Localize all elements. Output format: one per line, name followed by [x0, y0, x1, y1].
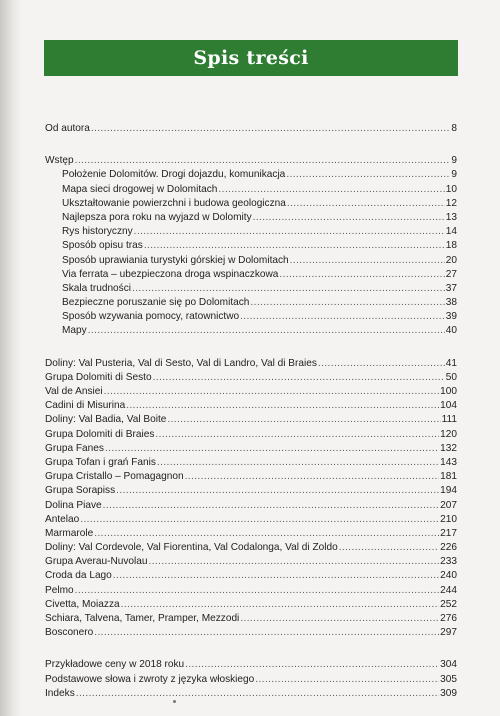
toc-entry[interactable] — [45, 399, 457, 413]
toc-page-number: 104 — [440, 400, 457, 412]
toc-subentry[interactable] — [45, 183, 457, 197]
toc-subentry[interactable] — [45, 310, 457, 324]
toc-page-number: 10 — [445, 183, 457, 195]
dot-leader — [104, 385, 440, 399]
toc-page-number: 100 — [440, 386, 457, 397]
toc-entry[interactable] — [45, 612, 457, 626]
toc-page-number: 181 — [440, 471, 457, 483]
dot-leader — [134, 225, 445, 239]
toc-page-number: 120 — [440, 428, 457, 440]
toc-entry[interactable] — [45, 527, 457, 541]
toc-entry-label: Croda da Lago — [45, 570, 112, 582]
toc-entry-label: Doliny: Val Cordevole, Val Fiorentina, Val Codalonga, Val di Zoldo — [45, 542, 338, 554]
toc-page-number: 39 — [445, 311, 457, 323]
toc-subentry[interactable] — [45, 239, 457, 253]
toc-page-number: 40 — [445, 325, 457, 337]
dot-leader — [287, 197, 445, 211]
toc-page-number: 27 — [445, 268, 457, 280]
dot-leader — [144, 239, 445, 253]
dot-leader — [132, 282, 445, 296]
toc-entry[interactable] — [45, 357, 457, 371]
toc-entry-label: Podstawowe słowa i zwroty z języka włoskiego — [45, 673, 255, 685]
toc-page-number: 226 — [440, 542, 457, 554]
dot-leader — [286, 168, 450, 182]
dot-leader — [126, 399, 439, 413]
dot-leader — [155, 428, 439, 442]
toc-page-number: 9 — [451, 155, 457, 167]
dot-leader — [76, 687, 439, 701]
toc-entry-label: Najlepsza pora roku na wyjazd w Dolomity — [62, 211, 252, 223]
toc-entry-label: Sposób opisu tras — [62, 240, 143, 252]
toc-entry-label: Civetta, Moiazza — [45, 598, 120, 610]
section-gap — [45, 339, 457, 357]
toc-subentry[interactable] — [45, 296, 457, 310]
toc-entry[interactable] — [45, 687, 457, 701]
toc-entry-label: Mapy — [62, 325, 87, 337]
toc-entry-label: Bosconero — [45, 627, 94, 639]
toc-page-number: 12 — [445, 197, 457, 209]
table-of-contents — [45, 122, 457, 701]
toc-entry-label: Grupa Sorapiss — [45, 485, 116, 497]
toc-entry[interactable] — [45, 673, 457, 687]
toc-entry-label: Wstęp — [45, 155, 74, 167]
dot-leader — [253, 211, 445, 225]
toc-page-number: 276 — [440, 613, 457, 624]
toc-subentry[interactable] — [45, 225, 457, 239]
toc-entry-label: Grupa Dolomiti di Braies — [45, 428, 155, 440]
toc-page-number: 9 — [451, 169, 457, 181]
dot-leader — [121, 598, 440, 612]
toc-page-number: 244 — [440, 584, 457, 596]
toc-page-number: 37 — [445, 282, 457, 294]
toc-entry[interactable] — [45, 598, 457, 612]
toc-entry-label: Grupa Dolomiti di Sesto — [45, 371, 152, 383]
dot-leader — [255, 673, 439, 687]
toc-entry-label: Grupa Averau-Nuvolau — [45, 556, 148, 568]
toc-entry[interactable] — [45, 154, 457, 168]
dot-leader — [149, 555, 440, 569]
toc-entry-label: Cadini di Misurina — [45, 400, 126, 412]
toc-entry[interactable] — [45, 122, 457, 136]
toc-entry[interactable] — [45, 541, 457, 555]
toc-page-number: 210 — [440, 513, 457, 525]
toc-page-number: 304 — [440, 659, 457, 671]
toc-page-number: 13 — [445, 211, 457, 223]
toc-page-number: 194 — [440, 485, 457, 497]
toc-page-number: 217 — [440, 527, 457, 539]
toc-entry[interactable] — [45, 569, 457, 583]
dot-leader — [290, 254, 445, 268]
dot-leader — [279, 268, 444, 282]
toc-entry-label: Przykładowe ceny w 2018 roku — [45, 659, 185, 671]
title-banner — [44, 40, 458, 76]
toc-entry[interactable] — [45, 428, 457, 442]
toc-entry-label: Schiara, Talvena, Tamer, Pramper, Mezzodi — [45, 613, 240, 624]
toc-subentry[interactable] — [45, 197, 457, 211]
section-gap — [45, 136, 457, 154]
toc-entry-label: Dolina Piave — [45, 499, 102, 511]
toc-entry-label: Położenie Dolomitów. Drogi dojazdu, komunikacja — [62, 169, 286, 181]
toc-entry-label: Doliny: Val Pusteria, Val di Sesto, Val di Landro, Val di Braies — [45, 357, 317, 369]
toc-entry[interactable] — [45, 442, 457, 456]
toc-page-number: 309 — [440, 687, 457, 699]
dot-leader — [157, 456, 439, 470]
dot-leader — [339, 541, 439, 555]
dot-leader — [250, 296, 444, 310]
toc-entry[interactable] — [45, 371, 457, 385]
toc-entry-label: Grupa Fanes — [45, 442, 104, 454]
toc-entry[interactable] — [45, 626, 457, 640]
toc-entry[interactable] — [45, 413, 457, 427]
toc-page-number: 240 — [440, 570, 457, 582]
section-gap — [45, 640, 457, 658]
toc-page-number: 207 — [440, 499, 457, 511]
toc-entry-label: Marmarole — [45, 527, 94, 539]
toc-entry[interactable] — [45, 658, 457, 672]
toc-entry[interactable] — [45, 456, 457, 470]
dot-leader — [75, 584, 440, 598]
toc-entry-label: Od autora — [45, 123, 90, 134]
toc-page-number: 18 — [445, 240, 457, 252]
toc-entry[interactable] — [45, 499, 457, 513]
dot-leader — [105, 442, 439, 456]
dot-leader — [88, 324, 445, 338]
toc-entry-label: Antelao — [45, 513, 80, 525]
toc-entry[interactable] — [45, 385, 457, 399]
toc-page-number: 20 — [445, 254, 457, 266]
toc-subentry[interactable] — [45, 282, 457, 296]
dot-leader — [318, 357, 445, 371]
toc-page-number: 50 — [445, 371, 457, 383]
toc-entry[interactable] — [45, 470, 457, 484]
dot-leader — [94, 626, 439, 640]
toc-page-number: 143 — [440, 456, 457, 468]
dot-leader — [218, 183, 444, 197]
toc-entry-label: Via ferrata – ubezpieczona droga wspinaczkowa — [62, 268, 279, 280]
toc-entry-label: Grupa Tofan i grań Fanis — [45, 456, 156, 468]
toc-page-number: 297 — [440, 627, 457, 639]
toc-page-number: 38 — [445, 297, 457, 309]
toc-entry[interactable] — [45, 555, 457, 569]
dot-leader — [240, 310, 445, 324]
dot-leader — [103, 499, 439, 513]
dot-leader — [91, 122, 450, 136]
toc-entry-label: Sposób uprawiania turystyki górskiej w Dolomitach — [62, 254, 289, 266]
toc-page-number: 132 — [440, 442, 457, 454]
toc-entry-label: Bezpieczne poruszanie się po Dolomitach — [62, 297, 250, 309]
toc-entry-label: Sposób wzywania pomocy, ratownictwo — [62, 311, 240, 323]
dot-leader — [113, 569, 439, 583]
toc-entry-label: Rys historyczny — [62, 226, 133, 238]
toc-subentry[interactable] — [45, 254, 457, 268]
dot-leader — [185, 470, 440, 484]
toc-entry[interactable] — [45, 584, 457, 598]
toc-page-number: 41 — [445, 357, 457, 369]
page-title: Spis treści — [193, 47, 309, 69]
toc-entry-label: Doliny: Val Badia, Val Boite — [45, 414, 167, 426]
toc-entry-label: Ukształtowanie powierzchni i budowa geologiczna — [62, 197, 286, 209]
dot-leader — [75, 154, 451, 168]
dot-leader — [80, 513, 439, 527]
toc-entry-label: Pelmo — [45, 584, 74, 596]
toc-entry-label: Grupa Cristallo – Pomagagnon — [45, 471, 184, 483]
toc-entry-label: Skala trudności — [62, 282, 132, 294]
page-mark — [173, 700, 176, 703]
toc-subentry[interactable] — [45, 211, 457, 225]
toc-page-number: 111 — [441, 414, 457, 426]
toc-page-number: 252 — [440, 598, 457, 610]
toc-page-number: 305 — [440, 673, 457, 685]
dot-leader — [116, 484, 439, 498]
toc-entry-label: Mapa sieci drogowej w Dolomitach — [62, 183, 218, 195]
toc-subentry[interactable] — [45, 324, 457, 338]
page-gutter-shadow — [0, 0, 22, 716]
dot-leader — [167, 413, 440, 427]
toc-subentry[interactable] — [45, 168, 457, 182]
toc-page-number: 8 — [451, 123, 457, 134]
toc-entry-label: Val de Ansiei — [45, 386, 103, 397]
dot-leader — [153, 371, 445, 385]
toc-page-number: 14 — [445, 226, 457, 238]
dot-leader — [94, 527, 439, 541]
toc-entry[interactable] — [45, 513, 457, 527]
toc-page-number: 233 — [440, 556, 457, 568]
toc-subentry[interactable] — [45, 268, 457, 282]
dot-leader — [185, 658, 439, 672]
dot-leader — [240, 612, 439, 626]
toc-entry-label: Indeks — [45, 687, 75, 699]
toc-entry[interactable] — [45, 484, 457, 498]
